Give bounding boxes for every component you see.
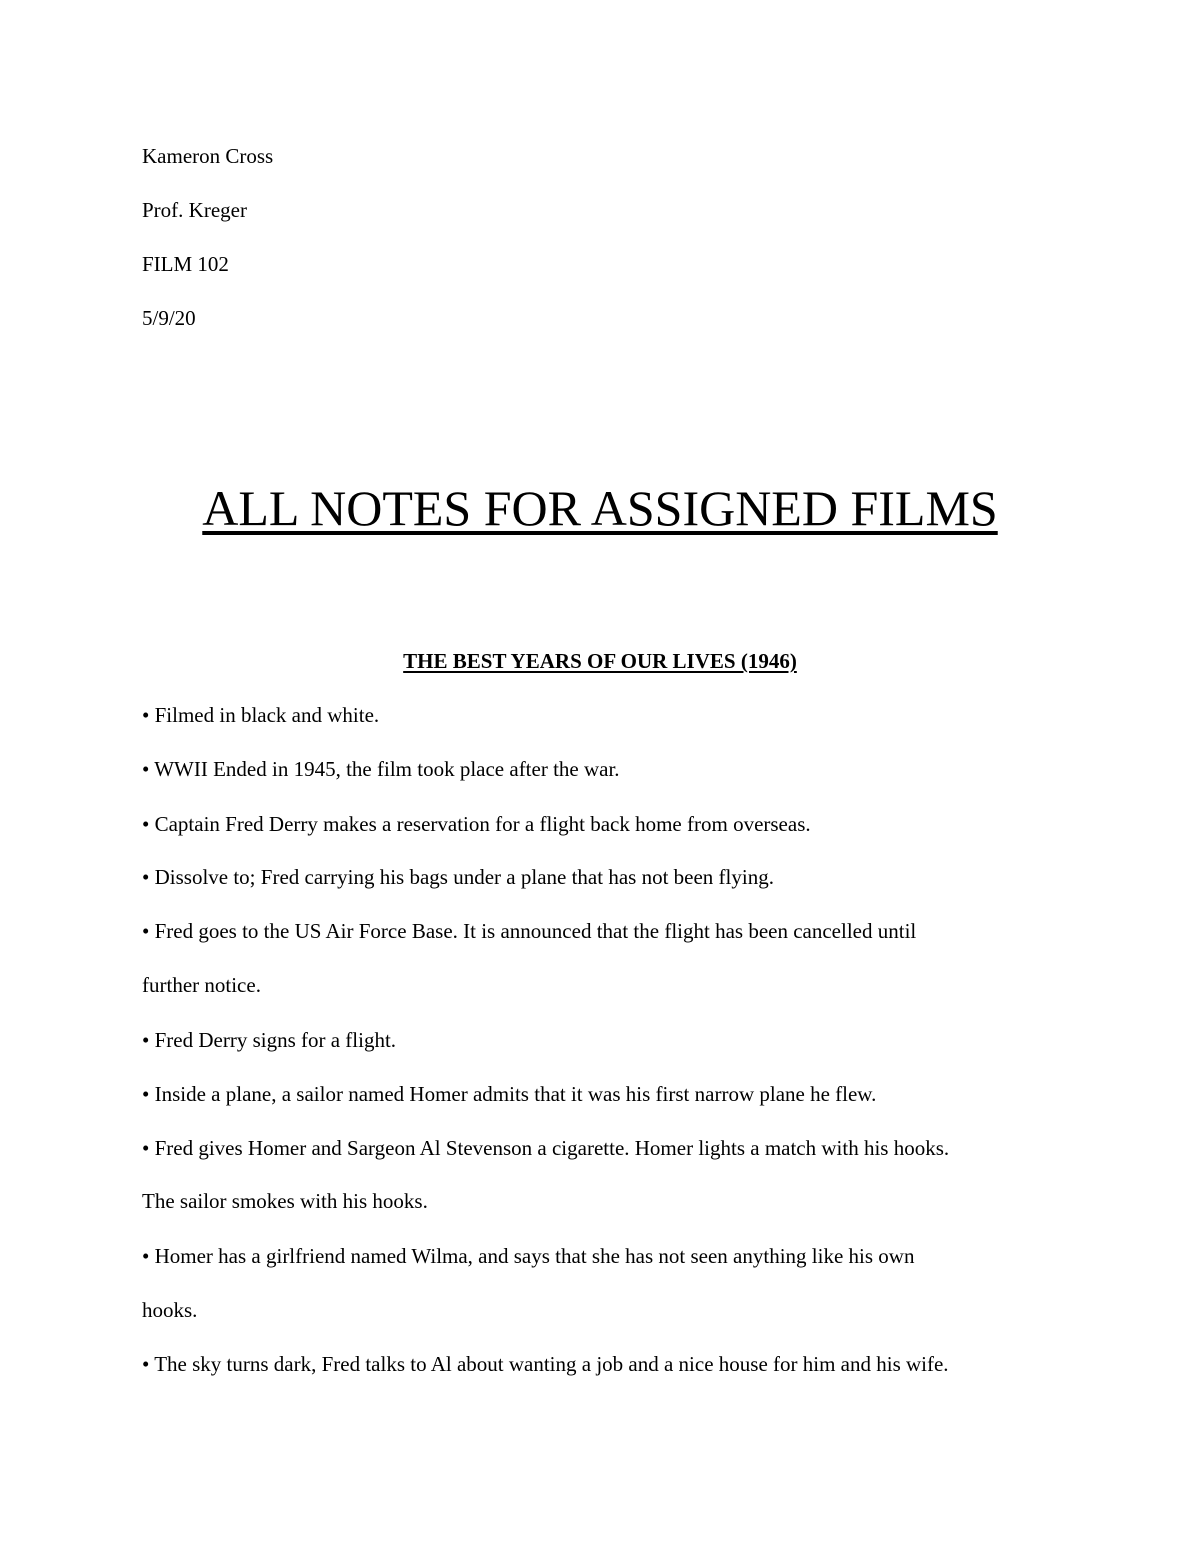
note-line: • WWII Ended in 1945, the film took place after the war. xyxy=(142,757,620,781)
note-line: • Fred gives Homer and Sargeon Al Stevenson a cigarette. Homer lights a match with his hooks. xyxy=(142,1136,950,1160)
note-line: • Dissolve to; Fred carrying his bags under a plane that has not been flying. xyxy=(142,865,774,889)
document-title xyxy=(0,478,1200,538)
section-heading-text: THE BEST YEARS OF OUR LIVES (1946) xyxy=(403,649,797,673)
note-line: • Homer has a girlfriend named Wilma, and says that she has not seen anything like his own xyxy=(142,1244,915,1268)
author-name: Kameron Cross xyxy=(142,144,274,168)
note-line: • The sky turns dark, Fred talks to Al about wanting a job and a nice house for him and his wife. xyxy=(142,1352,949,1376)
section-heading xyxy=(0,649,1200,673)
document-date: 5/9/20 xyxy=(142,306,196,330)
note-line: • Fred goes to the US Air Force Base. It is announced that the flight has been cancelled until xyxy=(142,919,917,943)
note-line: • Filmed in black and white. xyxy=(142,703,380,727)
professor-name: Prof. Kreger xyxy=(142,198,247,222)
note-line-continuation: The sailor smokes with his hooks. xyxy=(142,1189,428,1213)
note-line: • Inside a plane, a sailor named Homer admits that it was his first narrow plane he flew. xyxy=(142,1082,877,1106)
document-title-text: ALL NOTES FOR ASSIGNED FILMS xyxy=(202,480,998,536)
note-line: • Fred Derry signs for a flight. xyxy=(142,1028,397,1052)
note-line-continuation: further notice. xyxy=(142,973,261,997)
course-name: FILM 102 xyxy=(142,252,229,276)
note-line-continuation: hooks. xyxy=(142,1298,198,1322)
note-line: • Captain Fred Derry makes a reservation for a flight back home from overseas. xyxy=(142,812,811,836)
